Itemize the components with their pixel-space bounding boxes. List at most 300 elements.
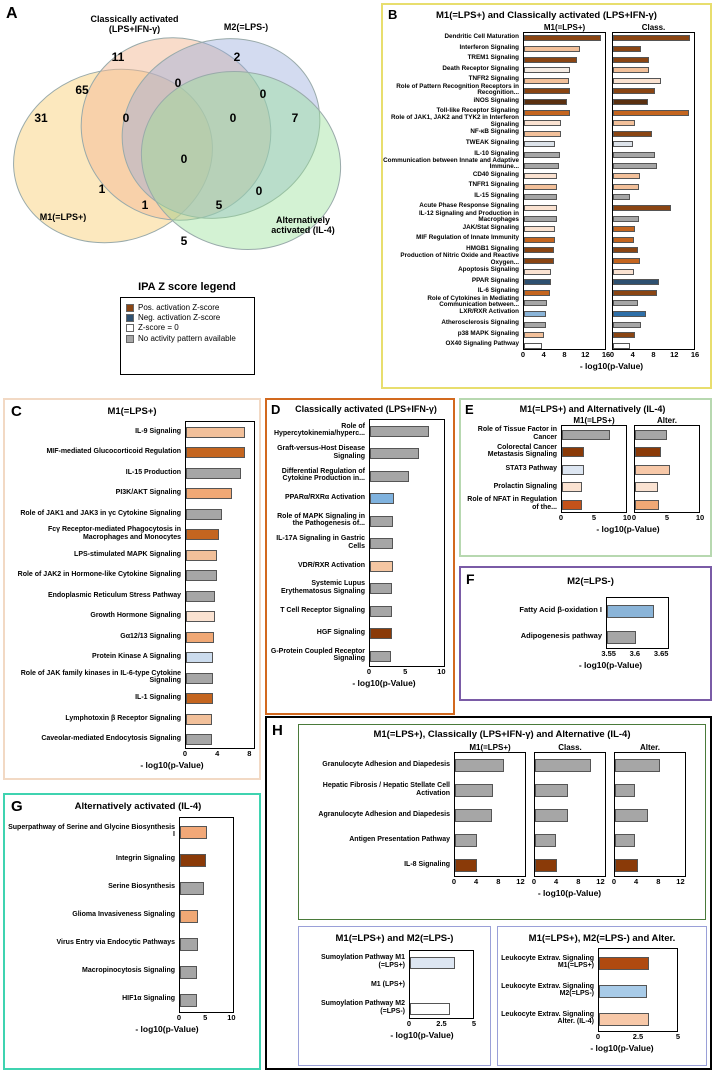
category-label: Leukocyte Extrav. Signaling Alter. (IL-4) bbox=[501, 1010, 594, 1025]
legend-item bbox=[126, 303, 254, 312]
legend-box bbox=[120, 297, 255, 375]
axis-tick: 0 bbox=[182, 749, 188, 758]
bar bbox=[180, 910, 198, 923]
category-label: Atherosclerosis Signaling bbox=[441, 319, 519, 327]
category-label: MIF-mediated Glucocorticoid Regulation bbox=[46, 448, 181, 456]
bar bbox=[370, 448, 419, 459]
bar bbox=[524, 311, 546, 317]
panel-c-axis-label: - log10(p-Value) bbox=[140, 760, 204, 770]
axis-tick: 5 bbox=[471, 1019, 477, 1028]
axis-tick: 4 bbox=[541, 350, 546, 359]
category-label: M1 (LPS+) bbox=[370, 980, 405, 988]
category-label: Growth Hormone Signaling bbox=[90, 612, 181, 620]
legend-item-label: No activity pattern available bbox=[138, 333, 236, 343]
bar bbox=[410, 1003, 450, 1015]
axis-tick: 4 bbox=[630, 350, 635, 359]
plot-box bbox=[534, 752, 606, 877]
bar bbox=[186, 447, 245, 458]
bar bbox=[524, 258, 554, 264]
panel-d-chart bbox=[267, 419, 453, 667]
bar bbox=[186, 529, 219, 540]
venn-label-m1 bbox=[8, 212, 118, 222]
bar bbox=[613, 269, 634, 275]
bar bbox=[524, 290, 550, 296]
bar bbox=[180, 882, 204, 895]
bar bbox=[613, 184, 639, 190]
bar bbox=[635, 447, 661, 457]
axis-tick: 5 bbox=[403, 666, 408, 676]
plot-box bbox=[561, 425, 627, 513]
bar bbox=[535, 809, 568, 822]
bar bbox=[607, 631, 636, 644]
category-label: Endoplasmic Reticulum Stress Pathway bbox=[47, 591, 181, 599]
axis-tick: 5 bbox=[591, 512, 597, 522]
venn-count: 7 bbox=[291, 111, 299, 125]
panel-i-chart bbox=[299, 950, 490, 1019]
panel-j-xticks bbox=[595, 1032, 681, 1043]
legend-item bbox=[126, 313, 254, 322]
axis-tick: 12 bbox=[516, 877, 525, 886]
category-label: Role of NFAT in Regulation of the... bbox=[467, 496, 557, 511]
category-label: Dendritic Cell Maturation bbox=[444, 32, 519, 40]
bar bbox=[186, 652, 213, 663]
venn-label-classically bbox=[52, 14, 217, 35]
bar bbox=[180, 854, 206, 867]
bar bbox=[524, 237, 555, 243]
bar bbox=[186, 570, 217, 581]
axis-tick: 0 bbox=[406, 1019, 412, 1028]
axis-tick: 0 bbox=[611, 877, 617, 886]
bar bbox=[455, 759, 504, 772]
plot-box bbox=[369, 419, 445, 667]
bar bbox=[455, 809, 492, 822]
bar bbox=[524, 216, 557, 222]
panel-e-letter: E bbox=[465, 402, 474, 417]
category-label: PI3K/AKT Signaling bbox=[115, 489, 181, 497]
axis-tick: 4 bbox=[215, 749, 220, 758]
axis-tick: 12 bbox=[596, 877, 605, 886]
category-label: VDR/RXR Activation bbox=[297, 561, 365, 569]
panel-e bbox=[459, 398, 712, 557]
panel-f-xticks bbox=[601, 649, 669, 660]
category-label: NF-κB Signaling bbox=[470, 128, 519, 136]
bar bbox=[535, 834, 556, 847]
venn-label-line: (LPS+IFN-γ) bbox=[108, 24, 161, 35]
panel-e-title: M1(=LPS+) and Alternatively (IL-4) bbox=[519, 404, 666, 414]
category-label: Virus Entry via Endocytic Pathways bbox=[56, 939, 175, 947]
venn-diagram bbox=[0, 0, 378, 272]
category-label: Leukocyte Extrav. Signaling M1(=LPS+) bbox=[501, 954, 594, 969]
panel-e-xticks-2 bbox=[631, 512, 705, 524]
category-label: Granulocyte Adhesion and Diapedesis bbox=[322, 760, 450, 768]
axis-tick: 10 bbox=[437, 666, 446, 676]
bar bbox=[613, 343, 630, 349]
category-label: Fcγ Receptor-mediated Phagocytosis in Macrophages and Monocytes bbox=[47, 526, 181, 541]
bar bbox=[635, 482, 658, 492]
axis-tick: 0 bbox=[176, 1013, 182, 1022]
axis-tick: 8 bbox=[651, 350, 656, 359]
panel-h-xticks-1 bbox=[451, 877, 526, 888]
bar bbox=[180, 994, 197, 1007]
bar bbox=[186, 693, 213, 704]
bar bbox=[186, 488, 232, 499]
category-label: Prolactin Signaling bbox=[493, 482, 557, 490]
axis-tick: 16 bbox=[601, 350, 611, 359]
panel-b-col-header-1: M1(=LPS+) bbox=[543, 23, 586, 32]
legend-title: IPA Z score legend bbox=[138, 281, 236, 293]
venn-count: 0 bbox=[180, 152, 188, 166]
bar bbox=[524, 343, 542, 349]
bar bbox=[562, 465, 584, 475]
plot-box bbox=[612, 32, 695, 350]
category-label: Lymphotoxin β Receptor Signaling bbox=[65, 714, 181, 722]
bar bbox=[186, 673, 213, 684]
venn-count: 0 bbox=[229, 111, 237, 125]
category-label: Superpathway of Serine and Glycine Biosynthesis I bbox=[8, 823, 175, 838]
legend-item bbox=[126, 334, 254, 343]
category-label: Sumoylation Pathway M1 (=LPS+) bbox=[320, 954, 405, 969]
category-label: PPAR Signaling bbox=[471, 276, 519, 284]
axis-tick: 4 bbox=[474, 877, 479, 886]
category-label: MIF Regulation of Innate Immunity bbox=[416, 234, 519, 242]
panel-e-col-header-2: Alter. bbox=[656, 416, 677, 425]
axis-tick: 4 bbox=[554, 877, 559, 886]
bar bbox=[370, 651, 391, 662]
panel-i-axis-label: - log10(p-Value) bbox=[390, 1030, 454, 1040]
bar bbox=[535, 759, 591, 772]
bar bbox=[613, 311, 646, 317]
category-label: Role of JAK2 in Hormone-like Cytokine Signaling bbox=[17, 571, 181, 579]
axis-tick: 16 bbox=[690, 350, 700, 359]
category-label: LPS-stimulated MAPK Signaling bbox=[74, 550, 181, 558]
category-label: Agranulocyte Adhesion and Diapedesis bbox=[318, 810, 450, 818]
bar bbox=[524, 67, 570, 73]
axis-tick: 0 bbox=[366, 666, 372, 676]
bar bbox=[186, 591, 215, 602]
panel-f-title: M2(=LPS-) bbox=[567, 576, 614, 587]
bar bbox=[524, 247, 554, 253]
bar bbox=[186, 468, 241, 479]
panel-c-xticks bbox=[182, 749, 255, 760]
axis-tick: 10 bbox=[622, 512, 632, 522]
category-label: Communication between Innate and Adaptive Immune... bbox=[383, 156, 519, 171]
bar bbox=[524, 131, 561, 137]
bar bbox=[524, 46, 580, 52]
axis-tick: 12 bbox=[670, 350, 679, 359]
panel-b-col-header-2: Class. bbox=[641, 23, 666, 32]
category-label: IL-10 Signaling bbox=[474, 149, 519, 157]
panel-h bbox=[265, 716, 712, 1070]
panel-e-col-header-1: M1(=LPS+) bbox=[573, 416, 615, 425]
category-label: G-Protein Coupled Receptor Signaling bbox=[270, 647, 365, 663]
bar bbox=[613, 99, 648, 105]
panel-h-xticks-3 bbox=[611, 877, 686, 888]
bar bbox=[613, 78, 661, 84]
bar bbox=[524, 269, 551, 275]
category-label: Serine Biosynthesis bbox=[108, 883, 175, 891]
category-label: IL-17A Signaling in Gastric Cells bbox=[276, 535, 365, 550]
bar bbox=[455, 834, 477, 847]
bar bbox=[186, 427, 245, 438]
bar bbox=[613, 46, 641, 52]
category-label: Interferon Signaling bbox=[459, 43, 519, 51]
bar bbox=[370, 628, 392, 639]
panel-i-xticks bbox=[406, 1019, 477, 1030]
panel-b-xticks-2 bbox=[609, 350, 700, 361]
bar bbox=[524, 120, 561, 126]
venn-count: 0 bbox=[122, 111, 130, 125]
panel-c-chart bbox=[5, 421, 259, 749]
category-label: Role of JAK family kinases in IL-6-type Cytokine Signaling bbox=[20, 669, 181, 685]
ipa-z-score-legend bbox=[113, 281, 261, 293]
panel-g-chart bbox=[5, 817, 259, 1013]
category-label: HMGB1 Signaling bbox=[466, 244, 519, 252]
axis-tick: 5 bbox=[664, 512, 670, 522]
legend-item-label: Neg. activation Z-score bbox=[138, 313, 221, 323]
bar bbox=[370, 471, 409, 482]
category-label: Role of Pattern Recognition Receptors in Recognition... bbox=[396, 82, 519, 97]
category-label: PPARα/RXRα Activation bbox=[284, 494, 365, 502]
panel-i bbox=[298, 926, 491, 1066]
panel-j-chart bbox=[498, 948, 706, 1032]
category-label: Colorectal Cancer Metastasis Signaling bbox=[487, 443, 557, 459]
bar bbox=[524, 57, 577, 63]
plot-box bbox=[523, 32, 606, 350]
bar bbox=[524, 99, 567, 105]
bar bbox=[635, 430, 667, 440]
bar bbox=[613, 247, 638, 253]
axis-tick: 8 bbox=[576, 877, 581, 886]
panel-a-letter: A bbox=[6, 5, 18, 22]
panel-b bbox=[381, 3, 712, 389]
panel-g-letter: G bbox=[11, 798, 23, 815]
panel-a bbox=[0, 0, 378, 272]
category-label: CD40 Signaling bbox=[472, 170, 519, 178]
bar bbox=[635, 500, 659, 510]
bar bbox=[562, 482, 582, 492]
panel-f-axis-label: - log10(p-Value) bbox=[578, 660, 643, 670]
bar bbox=[562, 430, 610, 440]
category-label: Role of JAK1 and JAK3 in γc Cytokine Signaling bbox=[20, 509, 181, 517]
venn-label-line: Classically activated bbox=[90, 14, 179, 24]
panel-f bbox=[459, 566, 712, 701]
panel-d-title: Classically activated (LPS+IFN-γ) bbox=[295, 404, 437, 414]
bar bbox=[524, 152, 560, 158]
venn-count: 2 bbox=[233, 50, 241, 64]
plot-box bbox=[454, 752, 526, 877]
category-label: JAK/Stat Signaling bbox=[462, 223, 519, 231]
panel-h-chart bbox=[299, 752, 705, 877]
bar bbox=[613, 237, 634, 243]
axis-tick: 3.65 bbox=[653, 649, 669, 658]
panel-i-title: M1(=LPS+) and M2(=LPS-) bbox=[335, 933, 454, 944]
bar bbox=[615, 834, 635, 847]
category-label: OX40 Signaling Pathway bbox=[445, 340, 519, 348]
bar bbox=[524, 300, 547, 306]
panel-c-letter: C bbox=[11, 403, 22, 420]
axis-tick: 8 bbox=[562, 350, 567, 359]
panel-g bbox=[3, 793, 261, 1070]
bar bbox=[613, 57, 649, 63]
bar bbox=[599, 957, 649, 970]
panel-j bbox=[497, 926, 707, 1066]
plot-box bbox=[598, 948, 678, 1032]
bar bbox=[180, 938, 198, 951]
axis-tick: 3.6 bbox=[629, 649, 641, 658]
bar bbox=[613, 131, 652, 137]
bar bbox=[370, 606, 392, 617]
bar bbox=[613, 216, 639, 222]
category-label: IL-15 Production bbox=[125, 468, 181, 476]
panel-e-xticks-1 bbox=[558, 512, 632, 524]
plot-box bbox=[634, 425, 700, 513]
bar bbox=[562, 500, 582, 510]
category-label: Death Receptor Signaling bbox=[442, 64, 519, 72]
category-label: IL-6 Signaling bbox=[477, 287, 519, 295]
category-label: TREM1 Signaling bbox=[467, 54, 519, 62]
category-label: TWEAK Signaling bbox=[465, 138, 519, 146]
bar bbox=[613, 152, 655, 158]
panel-h-xticks-2 bbox=[531, 877, 606, 888]
bar bbox=[186, 611, 215, 622]
plot-box bbox=[614, 752, 686, 877]
category-label: TNFR1 Signaling bbox=[468, 181, 519, 189]
bar bbox=[370, 583, 392, 594]
axis-tick: 0 bbox=[558, 512, 564, 522]
bar bbox=[613, 279, 659, 285]
panel-h-col-header-3: Alter. bbox=[639, 743, 660, 752]
bar bbox=[607, 605, 654, 618]
bar bbox=[455, 859, 477, 872]
bar bbox=[613, 194, 630, 200]
bar bbox=[613, 300, 638, 306]
bar bbox=[615, 859, 638, 872]
bar bbox=[613, 120, 635, 126]
bar bbox=[524, 173, 557, 179]
axis-tick: 5 bbox=[203, 1013, 208, 1022]
bar bbox=[370, 516, 393, 527]
category-label: Leukocyte Extrav. Signaling M2(=LPS-) bbox=[501, 982, 594, 997]
venn-count: 0 bbox=[174, 76, 182, 90]
legend-swatch-pos-icon bbox=[126, 304, 134, 312]
category-label: Production of Nitric Oxide and Reactive Oxygen... bbox=[400, 252, 519, 266]
category-label: IL-8 Signaling bbox=[404, 860, 450, 868]
category-label: Gα12/13 Signaling bbox=[120, 632, 181, 640]
plot-box bbox=[606, 597, 669, 649]
bar bbox=[613, 88, 655, 94]
category-label: Acute Phase Response Signaling bbox=[419, 202, 519, 210]
category-label: iNOS Signaling bbox=[473, 96, 519, 104]
bar bbox=[524, 110, 570, 116]
legend-swatch-none-icon bbox=[126, 335, 134, 343]
category-label: HGF Signaling bbox=[316, 629, 365, 637]
bar bbox=[524, 141, 555, 147]
bar bbox=[180, 826, 207, 839]
bar bbox=[613, 258, 640, 264]
bar bbox=[613, 173, 640, 179]
venn-count: 65 bbox=[75, 83, 89, 97]
bar bbox=[615, 809, 648, 822]
panel-b-title: M1(=LPS+) and Classically activated (LPS+IFN-γ) bbox=[436, 10, 657, 21]
axis-tick: 0 bbox=[451, 877, 457, 886]
category-label: p38 MAPK Signaling bbox=[457, 329, 519, 337]
bar bbox=[524, 163, 559, 169]
panel-b-xticks-1 bbox=[520, 350, 611, 361]
bar bbox=[599, 985, 647, 998]
venn-count: 31 bbox=[34, 111, 48, 125]
venn-label-alternatively bbox=[238, 215, 368, 236]
venn-count: 5 bbox=[215, 198, 223, 212]
panel-d bbox=[265, 398, 455, 715]
axis-tick: 8 bbox=[247, 749, 252, 758]
bar bbox=[524, 332, 544, 338]
category-label: IL-12 Signaling and Production in Macrophages bbox=[418, 209, 519, 224]
category-label: Adipogenesis pathway bbox=[520, 631, 602, 641]
panel-d-letter: D bbox=[271, 402, 281, 417]
bar bbox=[613, 322, 641, 328]
panel-g-axis-label: - log10(p-Value) bbox=[135, 1024, 199, 1034]
category-label: Apoptosis Signaling bbox=[458, 266, 519, 274]
bar bbox=[535, 859, 557, 872]
category-label: T Cell Receptor Signaling bbox=[280, 606, 365, 614]
bar bbox=[615, 784, 635, 797]
axis-tick: 10 bbox=[227, 1013, 236, 1022]
panel-j-title: M1(=LPS+), M2(=LPS-) and Alter. bbox=[528, 933, 676, 944]
category-label: Differential Regulation of Cytokine Production in... bbox=[281, 467, 365, 483]
bar bbox=[524, 322, 546, 328]
bar bbox=[370, 538, 393, 549]
panel-h-title: M1(=LPS+), Classically (LPS+IFN-γ) and Alternative (IL-4) bbox=[373, 729, 631, 740]
bar bbox=[613, 205, 671, 211]
legend-item bbox=[126, 323, 254, 332]
category-label: Role of Tissue Factor in Cancer bbox=[477, 426, 557, 441]
axis-tick: 0 bbox=[595, 1032, 601, 1041]
category-label: Antigen Presentation Pathway bbox=[349, 835, 450, 843]
category-label: Glioma Invasiveness Signaling bbox=[72, 911, 175, 919]
category-label: LXR/RXR Activation bbox=[459, 308, 519, 316]
plot-box bbox=[179, 817, 234, 1013]
bar bbox=[562, 447, 584, 457]
category-label: TNFR2 Signaling bbox=[468, 75, 519, 83]
venn-label-line: Alternatively bbox=[275, 215, 331, 225]
category-label: Fatty Acid β-oxidation I bbox=[519, 605, 602, 615]
bar bbox=[186, 714, 212, 725]
bar bbox=[180, 966, 197, 979]
bar bbox=[455, 784, 493, 797]
bar bbox=[613, 332, 635, 338]
category-label: Macropinocytosis Signaling bbox=[82, 967, 175, 975]
category-label: STAT3 Pathway bbox=[505, 465, 557, 473]
bar bbox=[613, 163, 657, 169]
axis-tick: 0 bbox=[531, 877, 537, 886]
bar bbox=[613, 141, 633, 147]
axis-tick: 4 bbox=[634, 877, 639, 886]
plot-box bbox=[185, 421, 255, 749]
bar bbox=[524, 35, 601, 41]
axis-tick: 2.5 bbox=[436, 1019, 447, 1028]
panel-h-col-header-2: Class. bbox=[558, 743, 582, 752]
bar bbox=[410, 957, 455, 969]
panel-b-chart bbox=[383, 32, 710, 350]
bar bbox=[186, 632, 214, 643]
panel-g-title: Alternatively activated (IL-4) bbox=[74, 801, 202, 812]
venn-count: 0 bbox=[255, 184, 263, 198]
axis-tick: 0 bbox=[520, 350, 526, 359]
venn-count: 1 bbox=[98, 182, 106, 196]
category-label: Systemic Lupus Erythematosus Signaling bbox=[280, 580, 365, 595]
venn-label-m2 bbox=[196, 22, 296, 32]
bar bbox=[613, 35, 690, 41]
